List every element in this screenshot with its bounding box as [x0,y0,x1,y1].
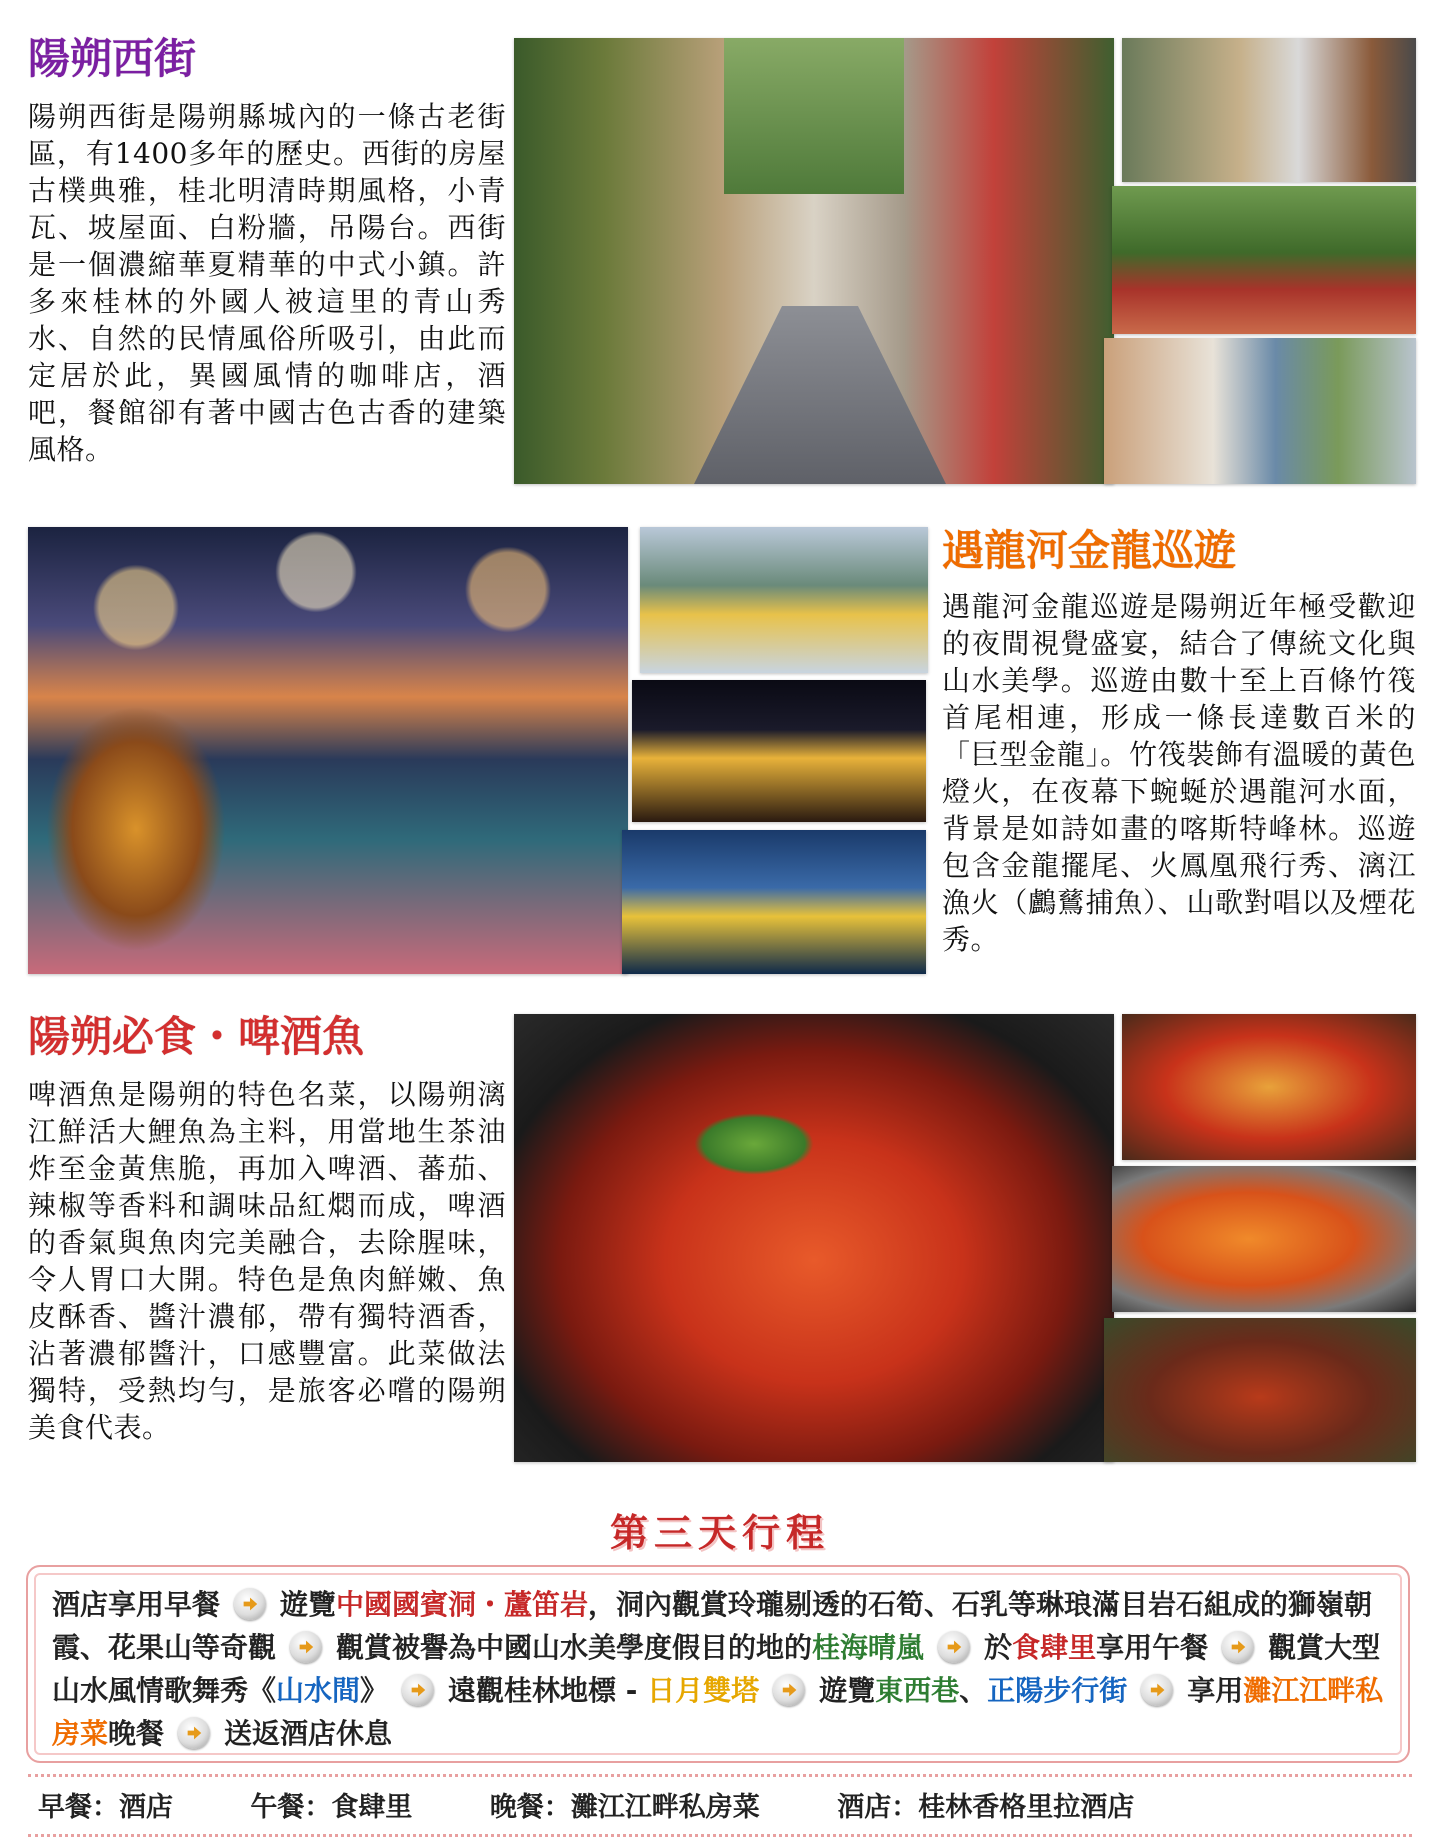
arrow-right-icon [290,1631,322,1663]
arrow-right-icon [178,1717,210,1749]
section-body-beer-fish: 啤酒魚是陽朔的特色名菜，以陽朔漓江鮮活大鯉魚為主料，用當地生茶油炸至金黃焦脆，再加入啤酒、蕃茄、辣椒等香料和調味品紅燜而成，啤酒的香氣與魚肉完美融合，去除腥味，令人胃口大開。特色是魚肉鮮嫩、魚皮酥香、醬汁濃郁，帶有獨特酒香，沾著濃郁醬汁，口感豐富。此菜做法獨特，受熱均勻，是旅客必嚐的陽朔美食代表。 [28,1078,506,1444]
itin-landmark-pre: 遠觀桂林地標 - [448,1674,648,1707]
photo-beer-fish-main [514,1014,1114,1462]
arrow-right-icon [938,1631,970,1663]
photo-dragon-parade-1 [640,527,928,673]
itin-show-post: 》 [360,1674,389,1707]
meal-lunch: 午餐：食肆里 [250,1792,413,1823]
itin-return-hotel: 送返酒店休息 [224,1717,393,1750]
itin-lunch-pre: 於 [984,1631,1013,1664]
itin-lunch-post: 享用午餐 [1096,1631,1209,1664]
itin-sep: 、 [959,1674,988,1707]
meal-dinner: 晚餐：灘江江畔私房菜 [489,1792,760,1823]
itin-zhengyang-street: 正陽步行街 [987,1674,1128,1707]
section-title-dragon-parade: 遇龍河金龍巡遊 [942,526,1237,575]
itin-cave-desc: ，洞內觀賞玲瓏剔透的石筍、石乳等琳琅滿目岩石組成的獅嶺朝霞、花果山等奇觀 [52,1588,1373,1664]
photo-beer-fish-3 [1104,1318,1416,1462]
itin-reed-flute-cave: 中國國賓洞・蘆笛岩 [336,1588,589,1621]
itin-guihai-qinglan: 桂海晴嵐 [812,1631,925,1664]
hotel-info: 酒店：桂林香格里拉酒店 [837,1792,1135,1823]
photo-west-street-1 [1122,38,1416,182]
photo-beer-fish-1 [1122,1014,1416,1160]
itin-visit: 遊覽 [280,1588,337,1621]
arrow-right-icon [1141,1674,1173,1706]
itin-show-name: 山水間 [276,1674,361,1707]
arrow-right-icon [234,1588,266,1620]
section-body-west-street: 陽朔西街是陽朔縣城內的一條古老街區，有1400多年的歷史。西街的房屋古樸典雅，桂北明清時期風格，小青瓦、坡屋面、白粉牆，吊陽台。西街是一個濃縮華夏精華的中式小鎮。許多來桂林的外國人被這里的青山秀水、自然的民情風俗所吸引，由此而定居於此，異國風情的咖啡店，酒吧，餐館卻有著中國古色古香的建築風格。 [28,100,506,466]
itin-lunch-venue: 食肆里 [1012,1631,1097,1664]
section-body-dragon-parade: 遇龍河金龍巡遊是陽朔近年極受歡迎的夜間視覺盛宴，結合了傳統文化與山水美學。巡遊由數十至上百條竹筏首尾相連，形成一條長達數百米的「巨型金龍」。竹筏裝飾有溫暖的黃色燈火，在夜幕下蜿蜒於遇龍河水面，背景是如詩如畫的喀斯特峰林。巡遊包含金龍擺尾、火鳳凰飛行秀、漓江漁火（鸕鶿捕魚）、山歌對唱以及煙花秀。 [942,590,1416,956]
photo-dragon-parade-2 [632,680,926,822]
itin-breakfast: 酒店享用早餐 [52,1588,221,1621]
divider-bottom [28,1834,1412,1837]
itin-view: 觀賞被譽為中國山水美學度假目的地的 [336,1631,813,1664]
meal-breakfast: 早餐：酒店 [38,1792,173,1823]
itin-tour-pre: 遊覽 [819,1674,876,1707]
meals-row [38,1785,1418,1824]
itinerary-text [52,1583,1392,1755]
photo-beer-fish-2 [1112,1166,1416,1312]
itin-twin-pagodas: 日月雙塔 [647,1674,760,1707]
photo-west-street-main [514,38,1114,484]
divider-top [28,1774,1412,1777]
photo-dragon-parade-main [28,527,628,974]
itin-dongxi-lane: 東西巷 [875,1674,960,1707]
itin-show-pre: 觀賞大型山水風情歌舞秀《 [52,1631,1381,1707]
arrow-right-icon [402,1674,434,1706]
itinerary-title: 第三天行程 [609,1511,830,1555]
section-title-beer-fish: 陽朔必食・啤酒魚 [28,1012,365,1061]
photo-west-street-3 [1104,338,1416,484]
itin-dinner-post: 晚餐 [108,1717,165,1750]
photo-west-street-2 [1112,186,1416,334]
photo-dragon-parade-3 [622,830,926,974]
itin-dinner-pre: 享用 [1187,1674,1244,1707]
itin-dinner-venue: 灘江江畔私房菜 [52,1674,1384,1750]
arrow-right-icon [1222,1631,1254,1663]
section-title-west-street: 陽朔西街 [28,34,197,83]
arrow-right-icon [773,1674,805,1706]
